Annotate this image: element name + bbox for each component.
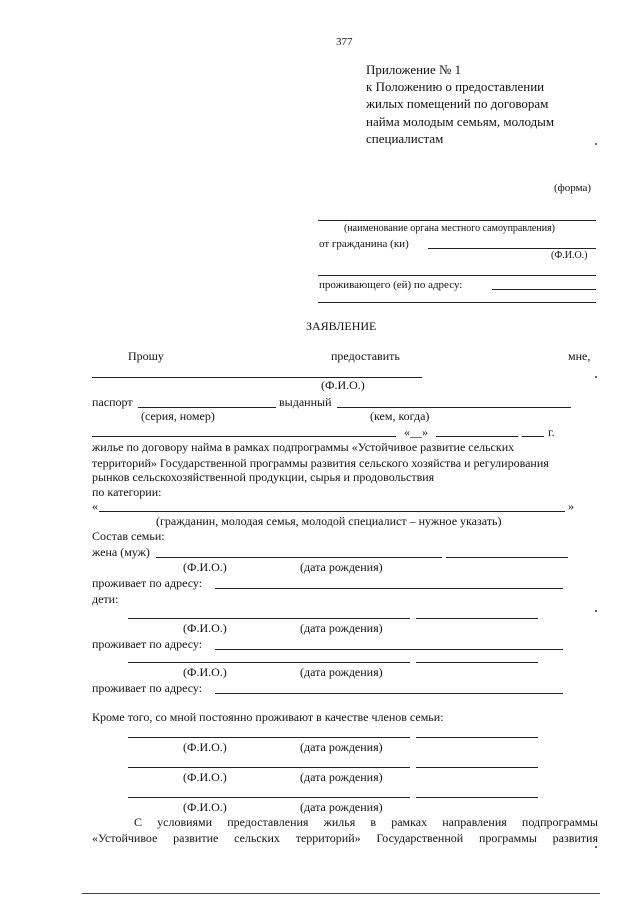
category-hint: (гражданин, молодая семья, молодой специалист – нужное указать) [156,514,502,528]
resident-1-name-line[interactable] [128,737,410,738]
by-whom-label: (кем, когда) [370,409,430,423]
paragraph-line-2: территорий» Государственной программы развития сельского хозяйства и регулирования [92,456,549,470]
address-line[interactable] [492,289,596,290]
header-line-5: специалистам [366,131,444,146]
child-1-name-line[interactable] [128,618,410,619]
spouse-address-label: проживает по адресу: [92,576,203,590]
resident-3-fio-label: (Ф.И.О.) [183,800,227,814]
applicant-name-line[interactable] [428,248,596,249]
resident-1-dob-label: (дата рождения) [300,740,383,754]
spouse-label: жена (муж) [92,545,150,559]
resident-1-fio-label: (Ф.И.О.) [183,740,227,754]
child-2-address-line[interactable] [215,693,563,694]
child-2-dob-label: (дата рождения) [300,665,383,679]
applicant-fio-label: (Ф.И.О.) [551,250,588,261]
organ-line[interactable] [318,220,596,221]
child-1-address-label: проживает по адресу: [92,637,203,651]
resident-2-dob-label: (дата рождения) [300,770,383,784]
request-word-1: Прошу [128,349,164,363]
request-word-3: мне, [568,349,591,363]
child-1-fio-label: (Ф.И.О.) [183,621,227,635]
quote-close: » [568,499,574,513]
header-line-2: к Положению о предоставлении [366,79,545,94]
spouse-dob-label: (дата рождения) [300,560,383,574]
paragraph-line-3: рынков сельскохозяйственной продукции, сырья и продовольствия [92,470,435,484]
resident-1-dob-line[interactable] [416,737,538,738]
header-line-4: найма молодым семьям, молодым [366,114,555,129]
resident-3-dob-label: (дата рождения) [300,800,383,814]
child-2-address-label: проживает по адресу: [92,681,203,695]
scan-speck [595,846,597,848]
passport-label: паспорт [92,395,133,409]
resident-2-name-line[interactable] [128,767,410,768]
year-suffix: г. [548,425,555,439]
category-label: по категории: [92,485,162,499]
issued-by-line[interactable] [337,407,571,408]
scan-edge-line [82,893,600,894]
composition-label: Состав семьи: [92,529,165,543]
scan-speck [595,376,597,378]
child-2-dob-line[interactable] [416,662,538,663]
spouse-name-line[interactable] [156,557,442,558]
resident-3-dob-line[interactable] [416,797,538,798]
date-quote: «__» [404,425,428,439]
scan-speck [595,610,597,612]
child-2-name-line[interactable] [128,662,410,663]
child-2-fio-label: (Ф.И.О.) [183,665,227,679]
series-label: (серия, номер) [141,409,215,423]
date-month-line[interactable] [436,436,518,437]
header-line-3: жилых помещений по договорам [366,96,549,111]
address-line-2[interactable] [318,302,596,303]
children-label: дети: [92,592,119,606]
header-line-1: Приложение № 1 [366,62,462,77]
applicant-name-line-2[interactable] [318,275,596,276]
request-word-2: предоставить [331,349,400,363]
spouse-dob-line[interactable] [446,557,568,558]
passport-line[interactable] [138,407,276,408]
resident-2-dob-line[interactable] [416,767,538,768]
date-year-line[interactable] [522,436,544,437]
requester-fio-label: (Ф.И.О.) [321,378,365,392]
others-intro: Кроме того, со мной постоянно проживают в качестве членов семьи: [92,710,444,724]
child-1-dob-line[interactable] [416,618,538,619]
page-number: 377 [336,36,353,48]
resident-3-name-line[interactable] [128,797,410,798]
closing-line-1: С условиями предоставления жилья в рамках направления подпрограммы [134,815,598,829]
child-1-address-line[interactable] [215,649,563,650]
requester-name-line[interactable] [92,377,422,378]
form-label: (форма) [554,182,592,194]
organ-label: (наименование органа местного самоуправления) [344,223,556,234]
spouse-fio-label: (Ф.И.О.) [183,560,227,574]
child-1-dob-label: (дата рождения) [300,621,383,635]
quote-open: « [92,499,98,513]
spouse-address-line[interactable] [215,588,563,589]
scan-speck [595,143,597,145]
category-line[interactable] [99,511,565,512]
issued-by-line-2[interactable] [92,436,396,437]
paragraph-line-1: жилье по договору найма в рамках подпрограммы «Устойчивое развитие сельских [92,440,515,454]
from-label: от гражданина (ки) [319,238,409,250]
document-title: ЗАЯВЛЕНИЕ [306,319,377,333]
closing-line-2: «Устойчивое развитие сельских территорий» Государственной программы развития [92,831,598,845]
address-label: проживающего (ей) по адресу: [319,279,463,291]
issued-label: выданный [279,395,332,409]
resident-2-fio-label: (Ф.И.О.) [183,770,227,784]
